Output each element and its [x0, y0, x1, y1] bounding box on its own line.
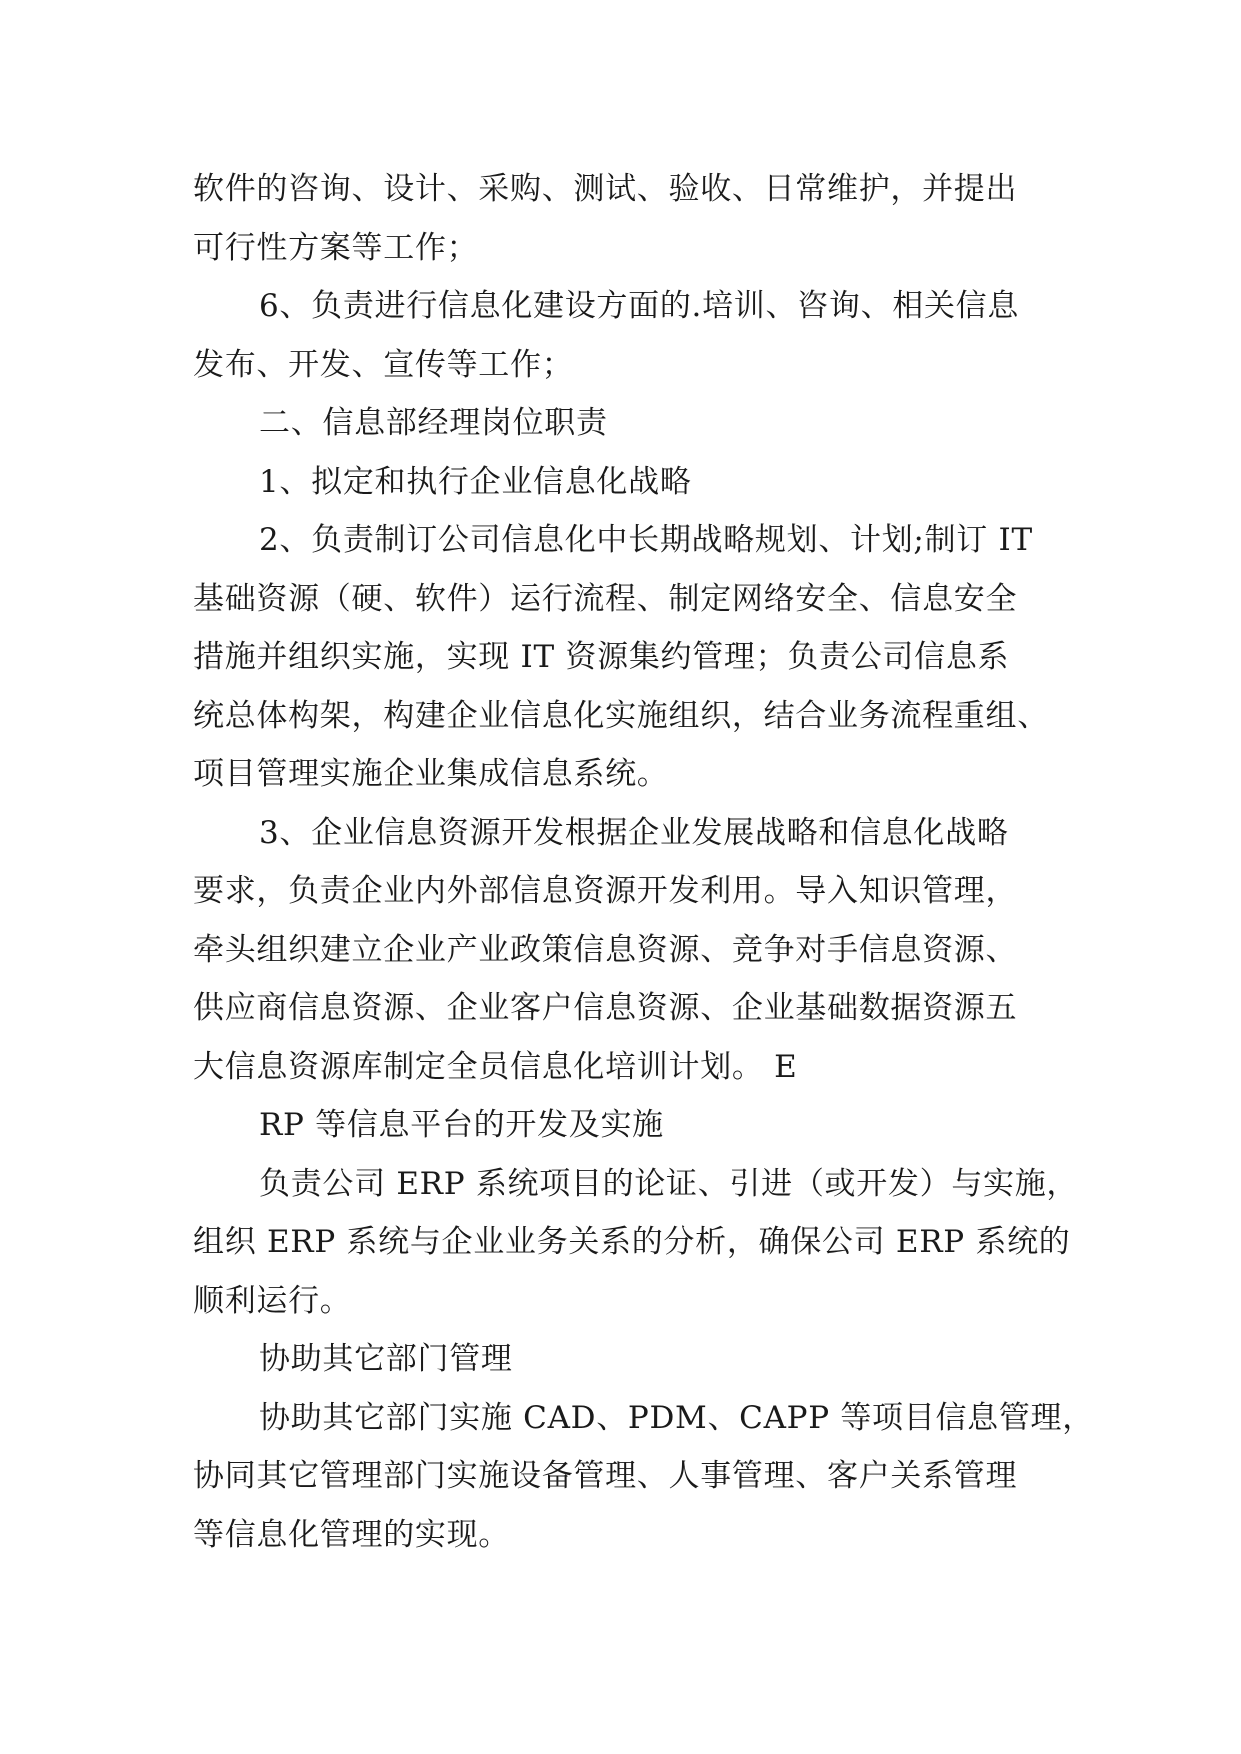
text-line: 可行性方案等工作；: [193, 229, 479, 266]
text-line: 协助其它部门实施 CAD、PDM、CAPP 等项目信息管理，: [259, 1399, 1094, 1436]
text-line: 1、拟定和执行企业信息化战略: [259, 463, 692, 500]
text-line: 基础资源（硬、软件）运行流程、制定网络安全、信息安全: [193, 580, 1018, 617]
text-line: 措施并组织实施，实现 IT 资源集约管理；负责公司信息系: [193, 639, 1010, 675]
text-line: 供应商信息资源、企业客户信息资源、企业基础数据资源五: [193, 990, 1018, 1026]
section-heading: 二、信息部经理岗位职责: [259, 405, 608, 441]
text-line: 负责公司 ERP 系统项目的论证、引进（或开发）与实施，: [259, 1165, 1079, 1202]
text-line: 协同其它管理部门实施设备管理、人事管理、客户关系管理: [193, 1458, 1018, 1494]
text-line: 软件的咨询、设计、采购、测试、验收、日常维护，并提出: [193, 171, 1018, 207]
text-line: 顺利运行。: [193, 1282, 352, 1319]
text-line: RP 等信息平台的开发及实施: [259, 1107, 664, 1143]
text-line: 要求，负责企业内外部信息资源开发利用。导入知识管理，: [193, 873, 1018, 909]
text-line: 牵头组织建立企业产业政策信息资源、竞争对手信息资源、: [193, 931, 1018, 968]
text-line: 等信息化管理的实现。: [193, 1516, 510, 1553]
text-line: 统总体构架，构建企业信息化实施组织，结合业务流程重组、: [193, 697, 1049, 734]
text-line: 6、负责进行信息化建设方面的.培训、咨询、相关信息: [259, 288, 1020, 324]
text-line: 组织 ERP 系统与企业业务关系的分析，确保公司 ERP 系统的: [193, 1224, 1071, 1260]
text-line: 2、负责制订公司信息化中长期战略规划、计划;制订 IT: [259, 522, 1033, 558]
section-heading: 协助其它部门管理: [259, 1341, 513, 1377]
text-line: 3、企业信息资源开发根据企业发展战略和信息化战略: [259, 814, 1009, 851]
text-line: 项目管理实施企业集成信息系统。: [193, 756, 669, 792]
text-line: 发布、开发、宣传等工作；: [193, 346, 574, 383]
document-body: [193, 160, 1094, 1564]
text-line: 大信息资源库制定全员信息化培训计划。 E: [193, 1048, 798, 1085]
